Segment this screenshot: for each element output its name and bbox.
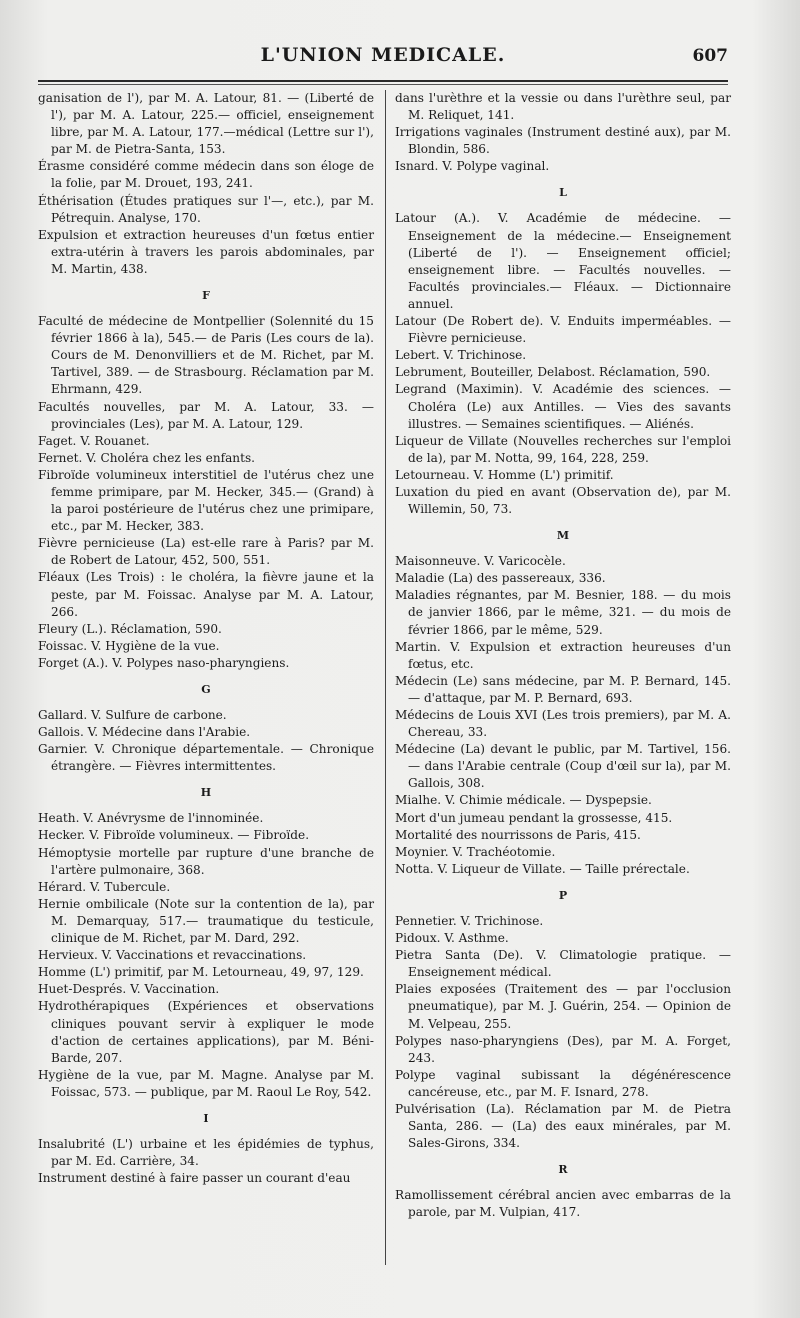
index-entry: Éthérisation (Études pratiques sur l'—, etc.), par M. Pétrequin. Analyse, 170.	[38, 193, 374, 225]
index-entry: Hérard. V. Tubercule.	[38, 879, 171, 894]
index-entry: Faculté de médecine de Montpellier (Solennité du 15 février 1866 à la), 545.— de Paris (Les cours de la). Cours de M. Denonvilliers et de M. Richet, par M. Tartivel, 389. — de Strasbourg. Réclamation par M. Ehrmann, 429.	[38, 314, 374, 397]
right-column	[395, 90, 731, 1221]
section-letter: F	[202, 289, 210, 303]
index-entry: Forget (A.). V. Polypes naso-pharyngiens.	[38, 655, 290, 670]
index-entry: Garnier. V. Chronique départementale. — Chronique étrangère. — Fièvres intermittentes.	[38, 742, 374, 774]
index-entry: Luxation du pied en avant (Observation de), par M. Willemin, 50, 73.	[395, 484, 731, 517]
section-letter: P	[558, 888, 568, 902]
index-entry: Érasme considéré comme médecin dans son éloge de la folie, par M. Drouet, 193, 241.	[38, 159, 374, 191]
index-entry: Expulsion et extraction heureuses d'un fœtus entier extra-utérin à travers les parois abdominales, par M. Martin, 438.	[38, 227, 374, 276]
section-letter: M	[556, 529, 570, 543]
section-letter: R	[558, 1163, 568, 1177]
index-entry: Huet-Després. V. Vaccination.	[38, 982, 220, 997]
index-entry: Fernet. V. Choléra chez les enfants.	[38, 450, 255, 465]
column-divider	[385, 90, 386, 1265]
index-entry: Foissac. V. Hygiène de la vue.	[38, 638, 220, 653]
index-entry: Hernie ombilicale (Note sur la contention de la), par M. Demarquay, 517.— traumatique du testicule, clinique de M. Richet, par M. Dard, 292.	[38, 896, 374, 946]
index-entry: Latour (De Robert de). V. Enduits imperméables. — Fièvre pernicieuse.	[395, 314, 731, 346]
section-letter: I	[203, 1111, 209, 1125]
index-entry: Médecin (Le) sans médecine, par M. P. Bernard, 145. — d'attaque, par M. P. Bernard, 693.	[395, 673, 731, 705]
index-entry: Gallard. V. Sulfure de carbone.	[38, 708, 227, 722]
index-entry: Pulvérisation (La). Réclamation par M. de Pietra Santa, 286. — (La) des eaux minérales, par M. Sales-Girons, 334.	[395, 1101, 731, 1151]
index-entry: Moynier. V. Trachéotomie.	[395, 844, 556, 859]
index-entry: Letourneau. V. Homme (L') primitif.	[395, 467, 614, 482]
index-entry: Plaies exposées (Traitement des — par l'occlusion pneumatique), par M. J. Guérin, 254. — Opinion de M. Velpeau, 255.	[395, 982, 731, 1031]
index-entry: Fièvre pernicieuse (La) est-elle rare à Paris? par M. de Robert de Latour, 452, 500, 551.	[38, 536, 374, 568]
index-entry: Legrand (Maximin). V. Académie des sciences. — Choléra (Le) aux Antilles. — Vies des savants illustres. — Semaines scientifiques. — Aliénés.	[395, 382, 731, 431]
index-entry: Isnard. V. Polype vaginal.	[395, 159, 550, 174]
section-letter: L	[559, 186, 567, 200]
index-entry: Fleury (L.). Réclamation, 590.	[38, 621, 222, 636]
index-entry: Hecker. V. Fibroïde volumineux. — Fibroïde.	[38, 828, 310, 843]
index-entry: Polype vaginal subissant la dégénérescence cancéreuse, etc., par M. F. Isnard, 278.	[395, 1067, 731, 1099]
index-entry: Ramollissement cérébral ancien avec embarras de la parole, par M. Vulpian, 417.	[395, 1188, 731, 1220]
index-entry: Latour (A.). V. Académie de médecine. — Enseignement de la médecine.— Enseignement (Liberté de l'). — Enseignement officiel; enseignement libre. — Facultés nouvelles. — Facultés provinciales.— Fléaux. — Dictionnaire annuel.	[395, 211, 731, 311]
index-entry: Mortalité des nourrissons de Paris, 415.	[395, 827, 641, 842]
index-entry: Maladie (La) des passereaux, 336.	[395, 571, 606, 586]
index-entry: Mialhe. V. Chimie médicale. — Dyspepsie.	[395, 793, 652, 808]
index-entry: Irrigations vaginales (Instrument destiné aux), par M. Blondin, 586.	[395, 125, 731, 157]
section-letter: H	[200, 786, 212, 800]
index-entry: Hémoptysie mortelle par rupture d'une branche de l'artère pulmonaire, 368.	[38, 845, 374, 877]
index-entry: Médecins de Louis XVI (Les trois premiers), par M. A. Chereau, 33.	[395, 708, 731, 740]
index-entry: Maisonneuve. V. Varicocèle.	[395, 554, 566, 569]
index-entry: Insalubrité (L') urbaine et les épidémies de typhus, par M. Ed. Carrière, 34.	[38, 1136, 374, 1169]
index-entry: Fibroïde volumineux interstitiel de l'utérus chez une femme primipare, par M. Hecker, 345.— (Grand) à la paroi postérieure de l'utérus chez une primipare, etc., par M. Hecker, 383.	[38, 467, 374, 534]
index-entry: Mort d'un jumeau pendant la grossesse, 415.	[395, 810, 673, 825]
index-entry: ganisation de l'), par M. A. Latour, 81. — (Liberté de l'), par M. A. Latour, 225.— officiel, enseignement libre, par M. A. Latour, 177.—médical (Lettre sur l'), par M. de Pietra-Santa, 153.	[38, 91, 374, 157]
index-entry: Liqueur de Villate (Nouvelles recherches sur l'emploi de la), par M. Notta, 99, 164, 228, 259.	[395, 433, 731, 465]
index-entry: Maladies régnantes, par M. Besnier, 188. — du mois de janvier 1866, par le même, 321. — du mois de février 1866, par le même, 529.	[395, 588, 731, 637]
index-entry: Homme (L') primitif, par M. Letourneau, 49, 97, 129.	[38, 965, 364, 980]
index-entry: Gallois. V. Médecine dans l'Arabie.	[38, 725, 251, 740]
page-number: 607	[692, 46, 728, 66]
index-entry: Heath. V. Anévrysme de l'innominée.	[38, 811, 264, 826]
index-entry: Fléaux (Les Trois) : le choléra, la fièvre jaune et la peste, par M. Foissac. Analyse par M. A. Latour, 266.	[38, 570, 374, 619]
left-column	[38, 90, 374, 1187]
index-entry: Pennetier. V. Trichinose.	[395, 913, 544, 928]
index-entry: Lebrument, Bouteiller, Delabost. Réclamation, 590.	[395, 365, 711, 380]
index-entry: Pidoux. V. Asthme.	[395, 931, 509, 946]
header-rule	[38, 80, 728, 85]
index-entry: Hydrothérapiques (Expériences et observations cliniques pouvant servir à expliquer le mode d'action de certaines applications), par M. Béni-Barde, 207.	[38, 999, 374, 1065]
index-entry: dans l'urèthre et la vessie ou dans l'urèthre seul, par M. Reliquet, 141.	[395, 91, 731, 123]
index-entry: Lebert. V. Trichinose.	[395, 348, 527, 363]
index-entry: Polypes naso-pharyngiens (Des), par M. A. Forget, 243.	[395, 1033, 731, 1065]
page-header	[38, 40, 728, 76]
index-entry: Instrument destiné à faire passer un courant d'eau	[38, 1171, 351, 1186]
index-entry: Pietra Santa (De). V. Climatologie pratique. — Enseignement médical.	[395, 948, 731, 980]
index-entry: Hervieux. V. Vaccinations et revaccinations.	[38, 948, 307, 963]
running-title: L'UNION MEDICALE.	[260, 44, 506, 66]
index-entry: Martin. V. Expulsion et extraction heureuses d'un fœtus, etc.	[395, 639, 731, 671]
index-entry: Facultés nouvelles, par M. A. Latour, 33. — provinciales (Les), par M. A. Latour, 129.	[38, 399, 374, 431]
index-entry: Médecine (La) devant le public, par M. Tartivel, 156.— dans l'Arabie centrale (Coup d'œil sur la), par M. Gallois, 308.	[395, 742, 731, 791]
index-entry: Hygiène de la vue, par M. Magne. Analyse par M. Foissac, 573. — publique, par M. Raoul Le Roy, 542.	[38, 1067, 374, 1099]
index-entry: Faget. V. Rouanet.	[38, 433, 150, 448]
index-entry: Notta. V. Liqueur de Villate. — Taille prérectale.	[395, 861, 690, 876]
section-letter: G	[201, 683, 211, 696]
